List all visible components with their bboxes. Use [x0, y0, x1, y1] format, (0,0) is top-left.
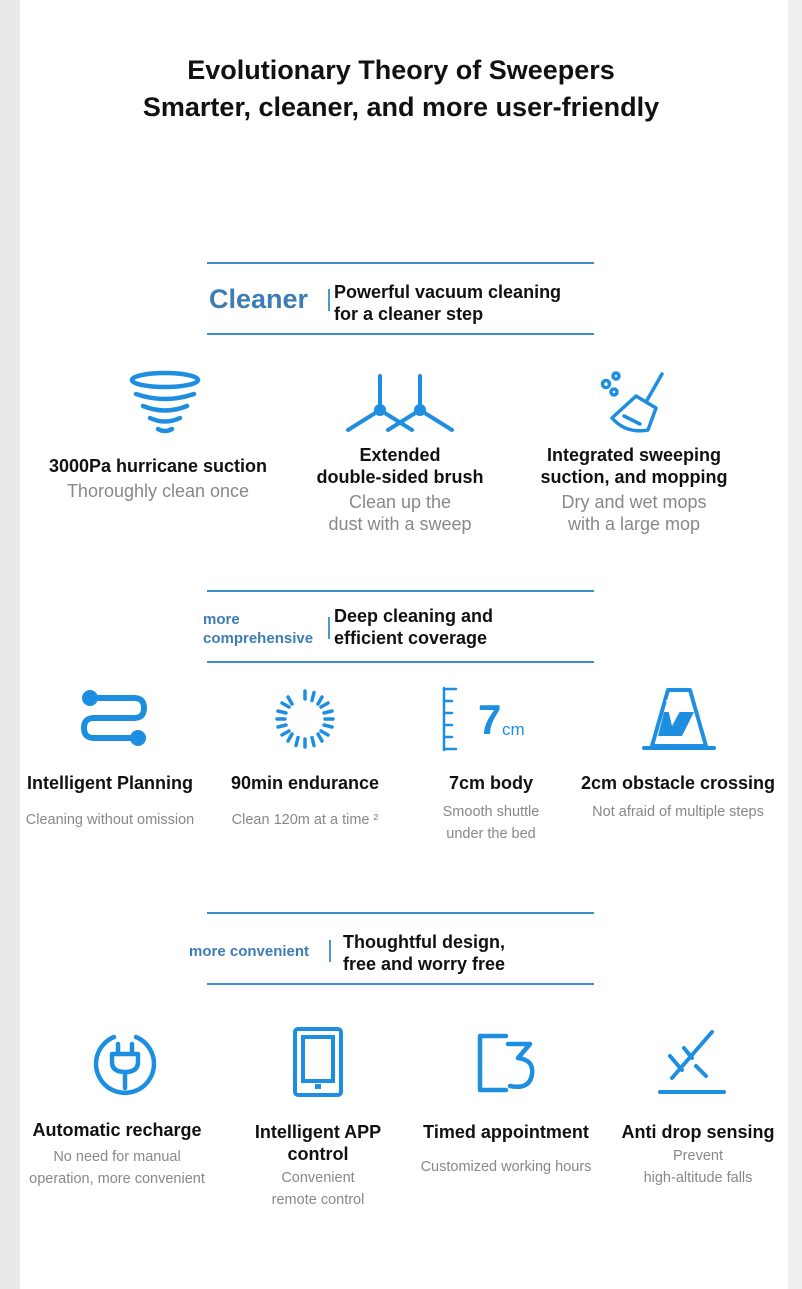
left-margin	[0, 0, 20, 1289]
section-tag-line2: comprehensive	[203, 630, 314, 647]
timer-icon	[474, 1032, 538, 1094]
obstacle-cone-icon	[642, 686, 716, 752]
feature-mopping	[524, 444, 744, 535]
feature-desc-line1: Clean up the	[348, 492, 452, 512]
feature-name: Anti drop sensing	[621, 1122, 775, 1142]
feature-endurance	[210, 772, 400, 831]
height-value: 7	[478, 696, 502, 743]
feature-recharge	[8, 1119, 226, 1190]
feature-name: Automatic recharge	[32, 1120, 202, 1140]
feature-desc-line2: dust with a sweep	[328, 514, 472, 534]
section-header-cleaner	[207, 262, 594, 335]
separator	[329, 940, 331, 962]
feature-name: 90min endurance	[230, 773, 380, 793]
feature-name: Intelligent Planning	[27, 773, 193, 793]
path-planning-icon	[76, 688, 152, 752]
feature-name-line2: double-sided brush	[316, 467, 484, 487]
feature-name-line2: suction, and mopping	[540, 467, 728, 487]
section-tag-line1: more	[203, 611, 240, 628]
feature-body-height	[406, 772, 576, 845]
page-title-line1: Evolutionary Theory of Sweepers	[187, 55, 615, 85]
feature-name: 2cm obstacle crossing	[580, 773, 776, 793]
section-desc-line2: for a cleaner step	[334, 304, 484, 324]
hurricane-suction-icon	[128, 370, 202, 436]
height-ruler-icon	[440, 686, 540, 754]
feature-desc: Customized working hours	[420, 1159, 592, 1175]
feature-desc-line1: Prevent	[673, 1148, 723, 1164]
separator	[328, 289, 330, 311]
feature-planning	[12, 772, 208, 831]
feature-desc: Thoroughly clean once	[66, 481, 250, 501]
separator	[328, 617, 330, 639]
mop-icon	[596, 368, 670, 438]
feature-name-line1: Intelligent APP	[254, 1122, 382, 1142]
feature-name-line2: control	[287, 1144, 349, 1164]
feature-timed	[404, 1121, 608, 1178]
section-desc-line2: free and worry free	[343, 954, 506, 974]
right-margin	[788, 0, 802, 1289]
feature-desc-line2: with a large mop	[567, 514, 701, 534]
feature-desc-line2: high-altitude falls	[643, 1170, 753, 1186]
feature-suction	[28, 455, 288, 502]
endurance-icon	[274, 688, 336, 750]
divider	[207, 912, 594, 914]
height-unit: cm	[502, 720, 525, 739]
side-brush-icon	[340, 368, 460, 438]
section-tag: Cleaner	[209, 284, 309, 314]
feature-desc-line2: remote control	[271, 1192, 365, 1208]
section-desc-line2: efficient coverage	[334, 628, 488, 648]
feature-desc-line1: No need for manual	[53, 1149, 181, 1165]
feature-desc-line1: Convenient	[281, 1170, 355, 1186]
divider	[207, 661, 594, 663]
feature-brush	[290, 444, 510, 535]
section-desc-line1: Thoughtful design,	[343, 932, 505, 952]
divider	[207, 590, 594, 592]
feature-anti-drop	[606, 1121, 790, 1189]
divider	[207, 262, 594, 264]
feature-name-line1: Extended	[359, 445, 441, 465]
feature-app-control	[228, 1121, 408, 1211]
feature-desc-line2: under the bed	[446, 826, 536, 842]
divider	[207, 983, 594, 985]
feature-desc: Not afraid of multiple steps	[592, 804, 764, 820]
recharge-plug-icon	[92, 1030, 158, 1096]
feature-name-line1: Integrated sweeping	[546, 445, 722, 465]
feature-desc-line1: Smooth shuttle	[442, 804, 540, 820]
feature-name: 3000Pa hurricane suction	[48, 456, 268, 476]
anti-drop-icon	[656, 1028, 728, 1098]
page-title-line2: Smarter, cleaner, and more user-friendly	[142, 92, 660, 122]
feature-desc-line1: Dry and wet mops	[561, 492, 707, 512]
section-desc-line1: Powerful vacuum cleaning	[334, 282, 562, 302]
section-header-comprehensive	[203, 590, 594, 663]
section-desc-line1: Deep cleaning and	[334, 606, 494, 626]
feature-name: 7cm body	[448, 773, 534, 793]
feature-desc: Clean 120m at a time ²	[231, 812, 379, 828]
divider	[207, 333, 594, 335]
feature-desc: Cleaning without omission	[25, 812, 195, 828]
feature-obstacle	[566, 772, 790, 823]
section-tag: more convenient	[189, 943, 310, 960]
feature-name: Timed appointment	[423, 1122, 589, 1142]
section-header-convenient	[189, 912, 594, 985]
feature-desc-line2: operation, more convenient	[29, 1171, 205, 1187]
phone-app-icon	[292, 1026, 344, 1098]
